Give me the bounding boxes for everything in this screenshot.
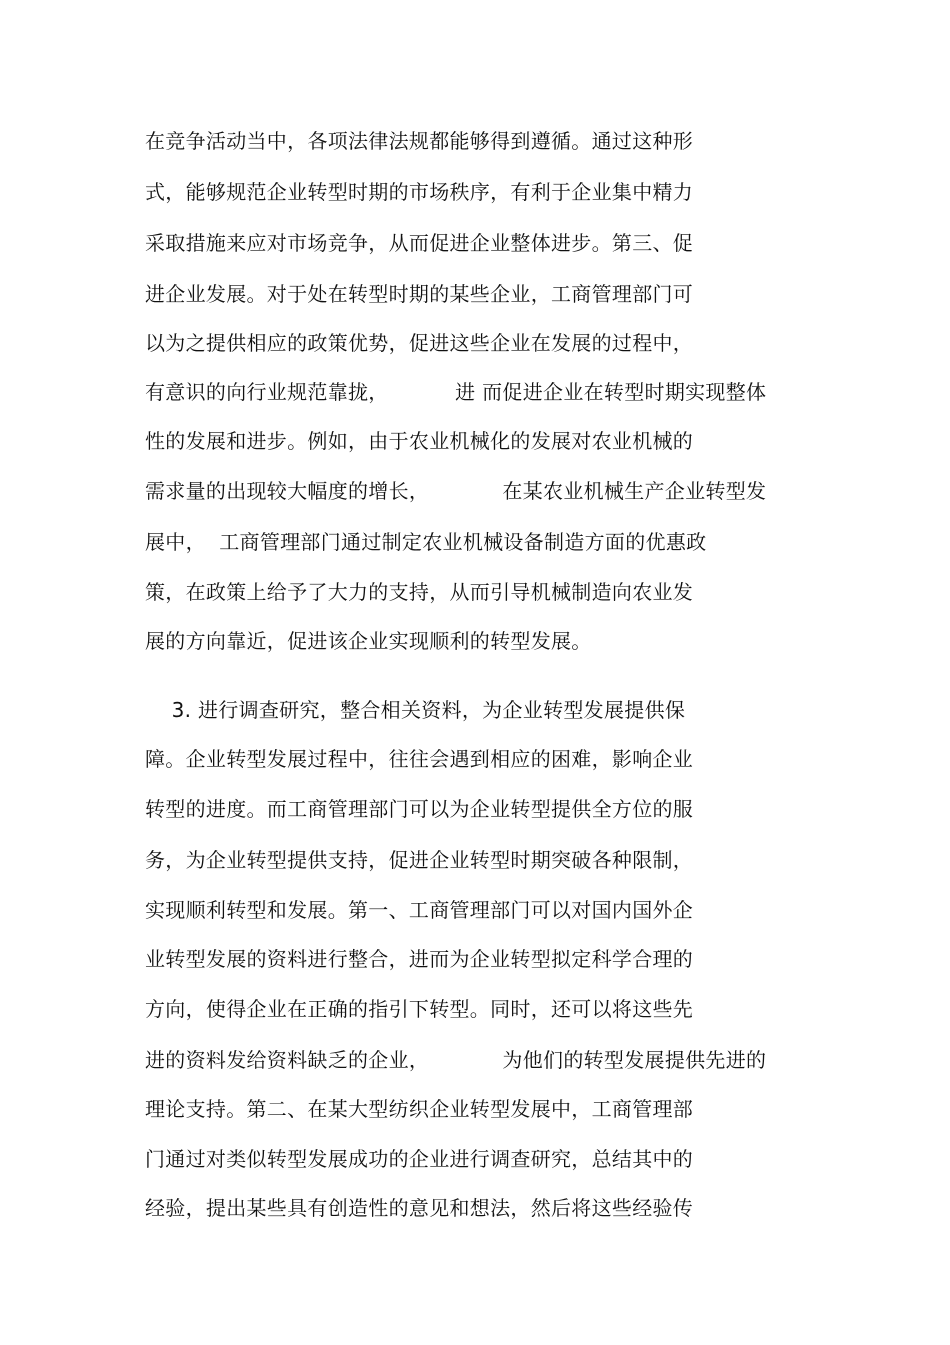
text-line: 展中， 工商管理部门通过制定农业机械设备制造方面的优惠政: [145, 530, 707, 554]
text-line: 进企业发展。对于处在转型时期的某些企业，工商管理部门可: [145, 282, 694, 306]
text-line: 务，为企业转型提供支持，促进企业转型时期突破各种限制，: [145, 848, 694, 872]
text-line: 进的资料发给资料缺乏的企业， 为他们的转型发展提供先进的: [145, 1048, 767, 1072]
text-line: 性的发展和进步。例如，由于农业机械化的发展对农业机械的: [145, 429, 694, 453]
text-line: 3. 进行调查研究，整合相关资料，为企业转型发展提供保: [145, 698, 686, 722]
text-line: 理论支持。第二、在某大型纺织企业转型发展中，工商管理部: [145, 1097, 694, 1121]
text-line: 展的方向靠近，促进该企业实现顺利的转型发展。: [145, 629, 592, 653]
text-line: 门通过对类似转型发展成功的企业进行调查研究，总结其中的: [145, 1147, 694, 1171]
text-line: 采取措施来应对市场竞争，从而促进企业整体进步。第三、促: [145, 231, 694, 255]
text-line: 在竞争活动当中，各项法律法规都能够得到遵循。通过这种形: [145, 129, 694, 153]
text-line: 转型的进度。而工商管理部门可以为企业转型提供全方位的服: [145, 797, 694, 821]
text-line: 需求量的出现较大幅度的增长， 在某农业机械生产企业转型发: [145, 479, 767, 503]
text-line: 式，能够规范企业转型时期的市场秩序，有利于企业集中精力: [145, 180, 694, 204]
text-line: 实现顺利转型和发展。第一、工商管理部门可以对国内国外企: [145, 898, 694, 922]
text-line: 策，在政策上给予了大力的支持，从而引导机械制造向农业发: [145, 580, 694, 604]
text-line: 有意识的向行业规范靠拢， 进 而促进企业在转型时期实现整体: [145, 380, 767, 404]
text-line: 业转型发展的资料进行整合，进而为企业转型拟定科学合理的: [145, 947, 694, 971]
text-line: 以为之提供相应的政策优势，促进这些企业在发展的过程中，: [145, 331, 694, 355]
text-line: 障。企业转型发展过程中，往往会遇到相应的困难，影响企业: [145, 747, 694, 771]
text-line: 经验，提出某些具有创造性的意见和想法，然后将这些经验传: [145, 1196, 694, 1220]
text-line: 方向，使得企业在正确的指引下转型。同时，还可以将这些先: [145, 997, 694, 1021]
